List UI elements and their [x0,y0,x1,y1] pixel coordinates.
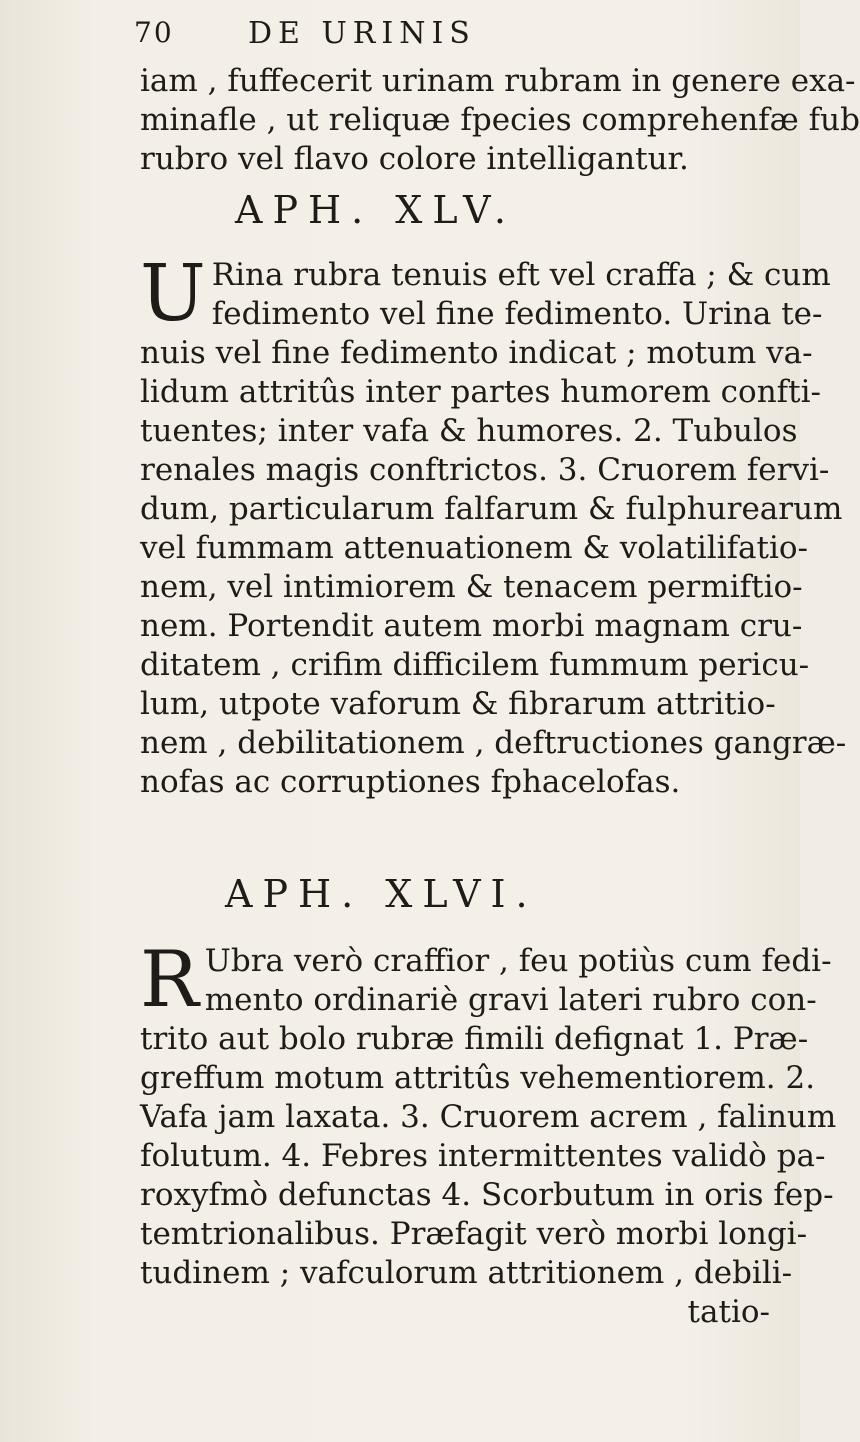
text-line: rubro vel flavo colore intelligantur. [140,141,689,177]
aphorism-45-text [140,249,847,802]
text-line: nuis vel fine fedimento indicat ; motum va- [140,335,813,371]
text-line: iam , fuffecerit urinam rubram in genere exa- [140,63,856,99]
text-line: tuentes; inter vafa & humores. 2. Tubulos [140,413,798,449]
text-line: ditatem , crifim difficilem fummum pericu- [140,647,810,683]
text-line: nem, vel intimiorem & tenacem permiftio- [140,569,803,605]
text-line: folutum. 4. Febres intermittentes validò pa- [140,1138,826,1174]
text-line: lidum attritûs inter partes humorem confti- [140,374,821,410]
text-line: lum, utpote vaforum & fibrarum attritio- [140,686,776,722]
drop-cap: U [140,249,206,339]
running-header [120,16,720,56]
text-line: renales magis conftrictos. 3. Cruorem fervi- [140,452,830,488]
page-number: 70 [134,16,174,49]
aphorism-46-text [140,935,837,1332]
text-line: greffum motum attritûs vehementiorem. 2. [140,1060,816,1096]
text-line: temtrionalibus. Præfagit verò morbi longi- [140,1216,808,1252]
text-line: dum, particularum falfarum & fulphurearum [140,491,843,527]
text-line: Vafa jam laxata. 3. Cruorem acrem , falinum [140,1099,837,1135]
text-line: nofas ac corruptiones fphacelofas. [140,764,681,800]
aphorism-45-heading: APH. XLV. [235,188,516,232]
intro-paragraph [140,62,860,179]
text-line: vel fummam attenuationem & volatilifatio- [140,530,809,566]
catchword: tatio- [687,1294,770,1330]
running-head-title: DE URINIS [248,16,476,51]
text-line: Ubra verò craffior , feu potiùs cum fedi- [204,943,832,979]
text-line: fedimento vel fine fedimento. Urina te- [211,296,823,332]
text-line: minafle , ut reliquæ fpecies comprehenfæ fub [140,102,860,138]
drop-cap: R [140,935,199,1025]
text-line: Rina rubra tenuis eft vel craffa ; & cum [211,257,831,293]
text-line: nem. Portendit autem morbi magnam cru- [140,608,803,644]
text-line: tudinem ; vafculorum attritionem , debili- [140,1255,793,1291]
text-line: trito aut bolo rubræ fimili defignat 1. Præ- [140,1021,809,1057]
text-line: mento ordinariè gravi lateri rubro con- [204,982,817,1018]
aphorism-46-heading: APH. XLVI. [225,872,538,916]
text-line: roxyfmò defunctas 4. Scorbutum in oris fep- [140,1177,834,1213]
text-line: nem , debilitationem , deftructiones gangræ- [140,725,847,761]
